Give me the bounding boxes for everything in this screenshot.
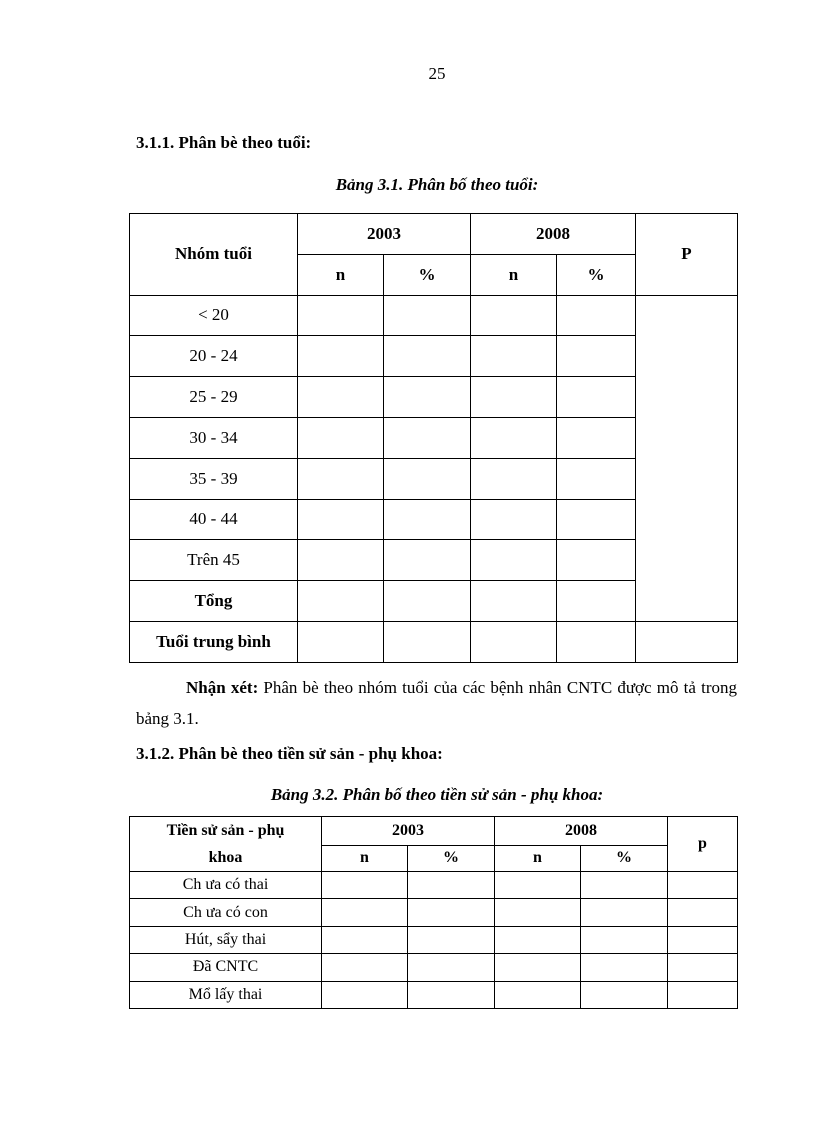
cell	[384, 581, 471, 622]
cell	[495, 899, 581, 926]
cell	[557, 377, 636, 418]
cell	[581, 872, 668, 899]
cell	[636, 621, 738, 662]
cell	[495, 926, 581, 953]
cell	[298, 295, 384, 336]
cell	[495, 981, 581, 1008]
table-row	[130, 954, 738, 981]
cell	[384, 621, 471, 662]
cell	[408, 926, 495, 953]
age-group-label: 25 - 29	[130, 377, 298, 418]
cell	[384, 336, 471, 377]
cell	[495, 954, 581, 981]
cell	[495, 872, 581, 899]
history-label: Đã CNTC	[130, 954, 322, 981]
cell	[384, 295, 471, 336]
cell	[557, 581, 636, 622]
cell	[322, 926, 408, 953]
cell	[298, 499, 384, 540]
table-row	[130, 981, 738, 1008]
section-heading-history: 3.1.2. Phân bè theo tiền sử sản - phụ khoa:	[136, 744, 443, 763]
table-row	[130, 926, 738, 953]
cell	[322, 872, 408, 899]
cell	[384, 417, 471, 458]
cell	[298, 581, 384, 622]
cell	[322, 981, 408, 1008]
cell	[668, 899, 738, 926]
age-group-label: Trên 45	[130, 540, 298, 581]
cell	[384, 377, 471, 418]
history-label: Mổ lấy thai	[130, 981, 322, 1008]
history-header-line1: Tiền sử sản - phụ	[166, 822, 285, 839]
cell	[471, 417, 557, 458]
cell	[471, 295, 557, 336]
cell	[557, 417, 636, 458]
cell	[557, 336, 636, 377]
cell	[471, 377, 557, 418]
remark-text: Phân bè theo nhóm tuổi của các bệnh nhân CNTC được mô tả trong bảng 3.1.	[136, 678, 737, 728]
age-group-label: 20 - 24	[130, 336, 298, 377]
pct-header-2003: %	[408, 845, 495, 871]
cell	[298, 336, 384, 377]
pct-header-2008: %	[557, 254, 636, 295]
cell	[471, 336, 557, 377]
remark-label: Nhận xét:	[186, 678, 259, 697]
cell	[471, 540, 557, 581]
history-label: Ch ưa có thai	[130, 872, 322, 899]
total-label: Tổng	[130, 581, 298, 622]
cell	[581, 926, 668, 953]
year-2008-header: 2008	[471, 214, 636, 255]
age-group-label: 40 - 44	[130, 499, 298, 540]
cell	[668, 872, 738, 899]
cell	[408, 899, 495, 926]
cell	[298, 621, 384, 662]
p-value-header: P	[636, 214, 738, 296]
cell	[298, 540, 384, 581]
cell	[557, 458, 636, 499]
p-value-cell	[636, 295, 738, 621]
year-2008-header: 2008	[495, 817, 668, 846]
history-header-line2: khoa	[208, 849, 243, 866]
age-distribution-table	[129, 213, 738, 663]
age-group-label: 35 - 39	[130, 458, 298, 499]
obstetric-history-table	[129, 816, 738, 1009]
pct-header-2003: %	[384, 254, 471, 295]
section-heading-age: 3.1.1. Phân bè theo tuổi:	[136, 133, 312, 152]
cell	[557, 540, 636, 581]
cell	[298, 417, 384, 458]
cell	[668, 954, 738, 981]
remark-paragraph	[136, 672, 737, 734]
cell	[322, 899, 408, 926]
cell	[298, 458, 384, 499]
n-header-2008: n	[471, 254, 557, 295]
table-row	[130, 295, 738, 336]
cell	[557, 295, 636, 336]
cell	[384, 540, 471, 581]
cell	[581, 899, 668, 926]
history-label: Hút, sẩy thai	[130, 926, 322, 953]
mean-age-label: Tuổi trung bình	[130, 621, 298, 662]
n-header-2003: n	[322, 845, 408, 871]
year-2003-header: 2003	[298, 214, 471, 255]
table-caption-age: Bảng 3.1. Phân bố theo tuổi:	[335, 175, 539, 194]
pct-header-2008: %	[581, 845, 668, 871]
cell	[471, 581, 557, 622]
table-caption-history: Bảng 3.2. Phân bố theo tiền sử sản - phụ khoa:	[270, 785, 604, 804]
cell	[668, 981, 738, 1008]
cell	[668, 926, 738, 953]
cell	[581, 981, 668, 1008]
p-value-header: p	[668, 817, 738, 872]
cell	[471, 499, 557, 540]
table-row	[130, 621, 738, 662]
page-number: 25	[428, 64, 446, 83]
history-header	[130, 817, 322, 872]
cell	[408, 981, 495, 1008]
table-row	[130, 899, 738, 926]
age-group-header: Nhóm tuổi	[130, 214, 298, 296]
cell	[408, 954, 495, 981]
age-group-label: < 20	[130, 295, 298, 336]
n-header-2003: n	[298, 254, 384, 295]
cell	[557, 621, 636, 662]
cell	[384, 499, 471, 540]
cell	[471, 621, 557, 662]
cell	[408, 872, 495, 899]
cell	[581, 954, 668, 981]
history-label: Ch ưa có con	[130, 899, 322, 926]
year-2003-header: 2003	[322, 817, 495, 846]
cell	[471, 458, 557, 499]
n-header-2008: n	[495, 845, 581, 871]
table-row	[130, 872, 738, 899]
cell	[557, 499, 636, 540]
age-group-label: 30 - 34	[130, 417, 298, 458]
cell	[384, 458, 471, 499]
cell	[322, 954, 408, 981]
cell	[298, 377, 384, 418]
